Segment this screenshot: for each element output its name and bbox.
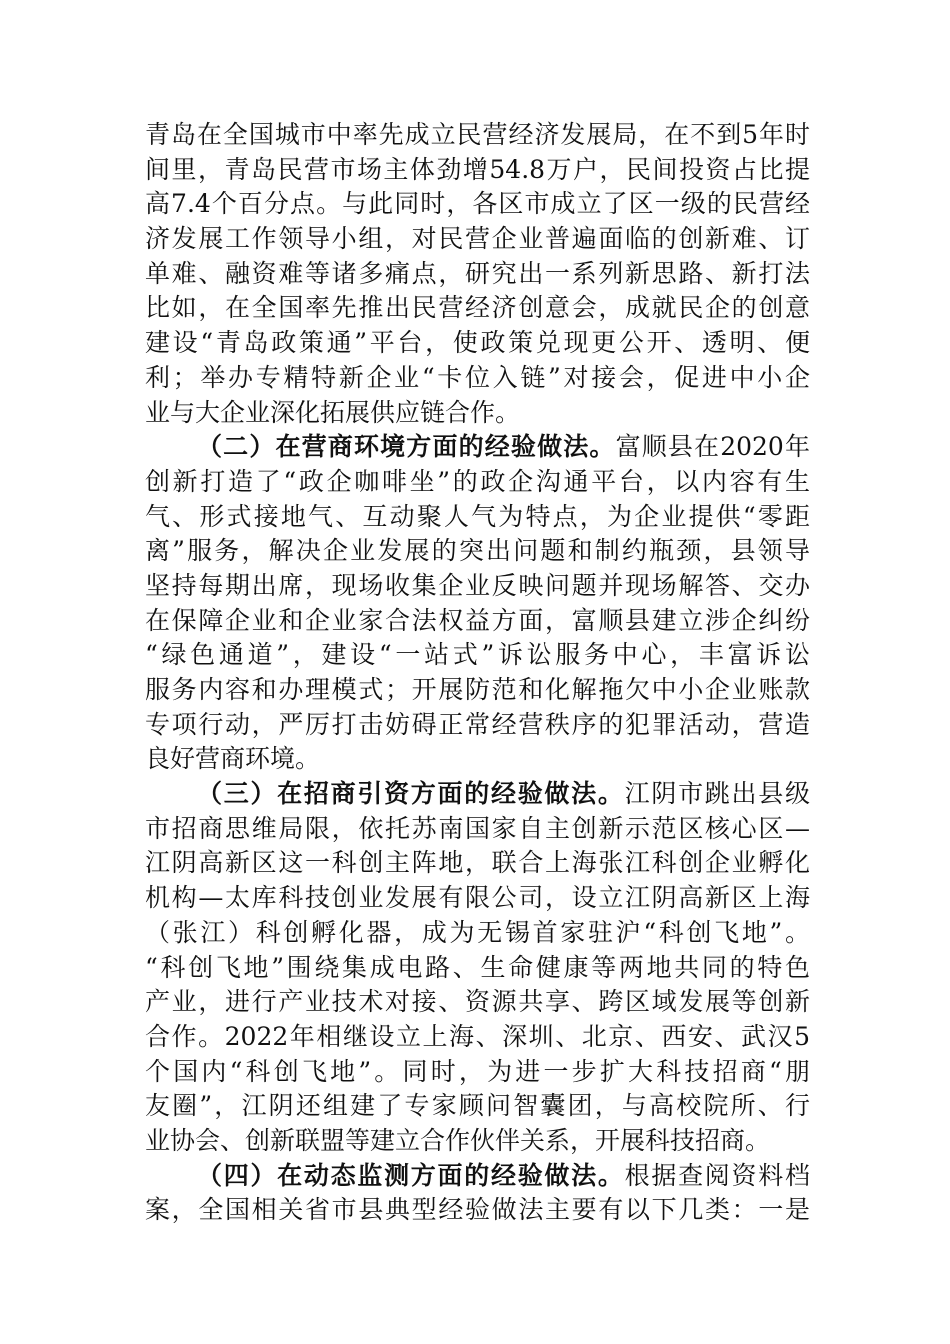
text-line: 利；举办专精特新企业“卡位入链”对接会，促进中小企	[145, 362, 810, 392]
text-line: 离”服务，解决企业发展的突出问题和制约瓶颈，县领导	[145, 536, 810, 566]
section-heading-line	[145, 777, 810, 812]
section-heading: （四）在动态监测方面的经验做法。	[197, 1160, 625, 1190]
text-line: 间里，青岛民营市场主体劲增54.8万户，民间投资占比提	[145, 154, 810, 184]
section-text: 江阴市跳出县级	[624, 779, 810, 809]
text-line: 单难、融资难等诸多痛点，研究出一系列新思路、新打法	[145, 258, 810, 288]
section-heading-line	[145, 1159, 810, 1194]
body-text	[145, 118, 810, 1228]
text-line: 坚持每期出席，现场收集企业反映问题并现场解答、交办	[145, 570, 810, 600]
text-line: 业与大企业深化拓展供应链合作。	[145, 397, 521, 427]
text-line: 业协会、创新联盟等建立合作伙伴关系，开展科技招商。	[145, 1125, 771, 1155]
text-line: “科创飞地”围绕集成电路、生命健康等两地共同的特色	[145, 952, 810, 982]
text-line: 济发展工作领导小组，对民营企业普遍面临的创新难、订	[145, 224, 810, 254]
text-line: 高7.4个百分点。与此同时，各区市成立了区一级的民营经	[145, 189, 810, 219]
text-line: 江阴高新区这一科创主阵地，联合上海张江科创企业孵化	[145, 848, 810, 878]
text-line: 建设“青岛政策通”平台，使政策兑现更公开、透明、便	[145, 328, 810, 358]
text-line: 机构—太库科技创业发展有限公司，设立江阴高新区上海	[145, 883, 810, 913]
text-line: 比如，在全国率先推出民营经济创意会，成就民企的创意	[145, 293, 810, 323]
text-line: 个国内“科创飞地”。同时，为进一步扩大科技招商“朋	[145, 1056, 810, 1086]
section-heading: （三）在招商引资方面的经验做法。	[197, 779, 625, 809]
section-text: 富顺县在2020年	[615, 432, 810, 462]
text-line: 市招商思维局限，依托苏南国家自主创新示范区核心区—	[145, 813, 810, 843]
section-text: 根据查阅资料档	[624, 1160, 810, 1190]
text-line: 案，全国相关省市县典型经验做法主要有以下几类：一是	[145, 1195, 810, 1225]
text-line: 专项行动，严厉打击妨碍正常经营秩序的犯罪活动，营造	[145, 709, 810, 739]
text-line: （张江）科创孵化器，成为无锡首家驻沪“科创飞地”。	[145, 917, 810, 947]
text-line: 良好营商环境。	[145, 744, 321, 774]
section-heading-line	[145, 430, 810, 465]
text-line: 服务内容和办理模式；开展防范和化解拖欠中小企业账款	[145, 675, 810, 704]
text-line: 合作。2022年相继设立上海、深圳、北京、西安、武汉5	[145, 1021, 810, 1051]
text-line: 友圈”，江阴还组建了专家顾问智囊团，与高校院所、行	[145, 1091, 810, 1121]
text-line: 创新打造了“政企咖啡坐”的政企沟通平台，以内容有生	[145, 466, 810, 496]
text-line: 在保障企业和企业家合法权益方面，富顺县建立涉企纠纷	[145, 605, 810, 635]
text-line: 产业，进行产业技术对接、资源共享、跨区域发展等创新	[145, 987, 810, 1017]
text-line: 气、形式接地气、互动聚人气为特点，为企业提供“零距	[145, 501, 810, 531]
text-line: 青岛在全国城市中率先成立民营经济发展局，在不到5年时	[145, 120, 810, 149]
text-line: “绿色通道”，建设“一站式”诉讼服务中心，丰富诉讼	[145, 640, 810, 670]
section-heading: （二）在营商环境方面的经验做法。	[197, 432, 616, 462]
